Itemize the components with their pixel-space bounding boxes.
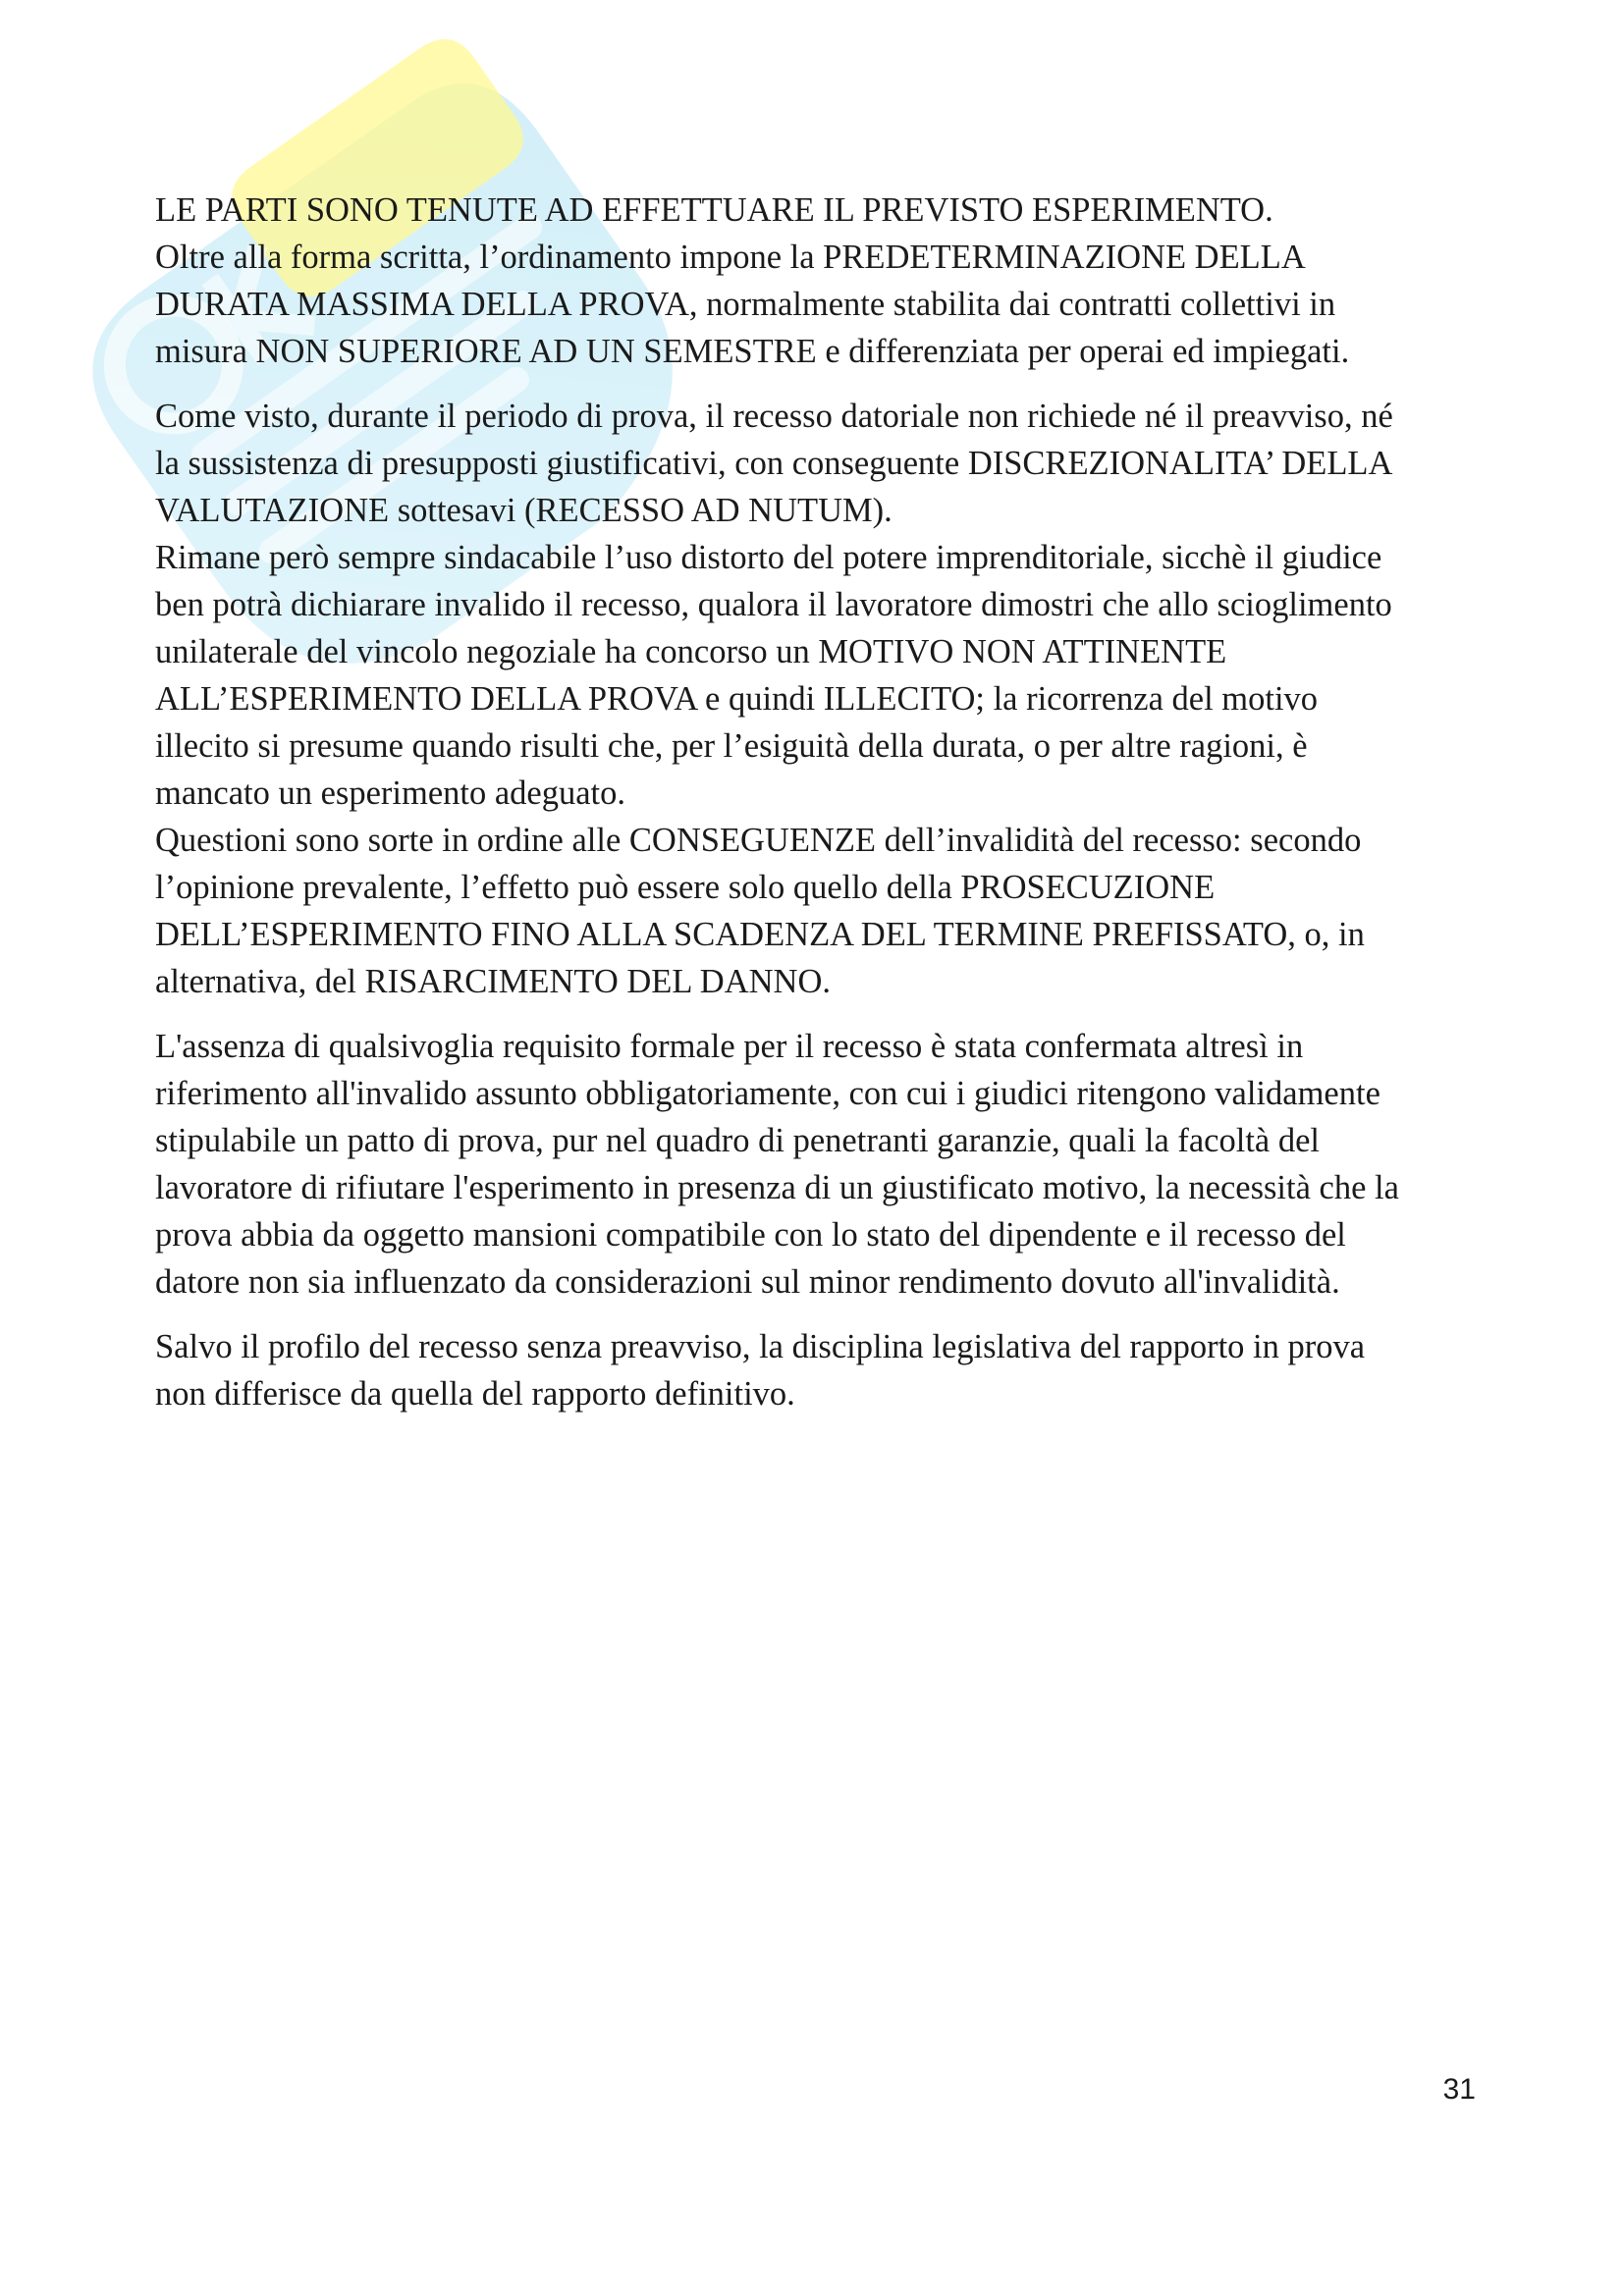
- paragraph-gap: [155, 1005, 1490, 1023]
- text-line: prova abbia da oggetto mansioni compatibile con lo stato del dipendente e il recesso del: [155, 1216, 1346, 1254]
- text-line: alternativa, del RISARCIMENTO DEL DANNO.: [155, 963, 831, 1000]
- text-line: Salvo il profilo del recesso senza preavviso, la disciplina legislativa del rapporto in prova: [155, 1328, 1366, 1365]
- paragraph-1: [155, 187, 1490, 375]
- text-line: Rimane però sempre sindacabile l’uso distorto del potere imprenditoriale, sicchè il giudice: [155, 539, 1382, 576]
- paragraph-2: [155, 393, 1490, 1005]
- text-line: stipulabile un patto di prova, pur nel quadro di penetranti garanzie, quali la facoltà del: [155, 1122, 1321, 1159]
- text-line: la sussistenza di presupposti giustificativi, con conseguente DISCREZIONALITA’ DELLA: [155, 445, 1393, 482]
- text-line: non differisce da quella del rapporto definitivo.: [155, 1375, 795, 1413]
- text-line: mancato un esperimento adeguato.: [155, 774, 625, 812]
- text-line: L'assenza di qualsivoglia requisito formale per il recesso è stata confermata altresì in: [155, 1028, 1304, 1065]
- text-line: Oltre alla forma scritta, l’ordinamento impone la PREDETERMINAZIONE DELLA: [155, 239, 1306, 276]
- page-number: 31: [1442, 2073, 1476, 2106]
- text-line: l’opinione prevalente, l’effetto può essere solo quello della PROSECUZIONE: [155, 869, 1216, 906]
- text-line: DELL’ESPERIMENTO FINO ALLA SCADENZA DEL TERMINE PREFISSATO, o, in: [155, 916, 1365, 953]
- paragraph-gap: [155, 375, 1490, 393]
- paragraph-4: [155, 1323, 1490, 1417]
- text-line: ben potrà dichiarare invalido il recesso, qualora il lavoratore dimostri che allo scioglimento: [155, 586, 1392, 623]
- text-line: Come visto, durante il periodo di prova, il recesso datoriale non richiede né il preavviso, né: [155, 398, 1393, 435]
- text-line: datore non sia influenzato da considerazioni sul minor rendimento dovuto all'invalidità.: [155, 1263, 1340, 1301]
- text-line: illecito si presume quando risulti che, per l’esiguità della durata, o per altre ragioni, è: [155, 727, 1308, 765]
- document-body: [155, 187, 1490, 1417]
- text-line: lavoratore di rifiutare l'esperimento in presenza di un giustificato motivo, la necessità che la: [155, 1169, 1399, 1206]
- paragraph-3: [155, 1023, 1490, 1306]
- text-line: Questioni sono sorte in ordine alle CONSEGUENZE dell’invalidità del recesso: secondo: [155, 822, 1362, 859]
- text-line: DURATA MASSIMA DELLA PROVA, normalmente stabilita dai contratti collettivi in: [155, 286, 1336, 323]
- text-line: unilaterale del vincolo negoziale ha concorso un MOTIVO NON ATTINENTE: [155, 633, 1227, 670]
- text-line: misura NON SUPERIORE AD UN SEMESTRE e differenziata per operai ed impiegati.: [155, 333, 1350, 370]
- text-line: riferimento all'invalido assunto obbligatoriamente, con cui i giudici ritengono validamente: [155, 1075, 1380, 1112]
- text-line: ALL’ESPERIMENTO DELLA PROVA e quindi ILLECITO; la ricorrenza del motivo: [155, 680, 1319, 718]
- text-line: VALUTAZIONE sottesavi (RECESSO AD NUTUM).: [155, 492, 893, 529]
- paragraph-gap: [155, 1306, 1490, 1323]
- text-line: LE PARTI SONO TENUTE AD EFFETTUARE IL PREVISTO ESPERIMENTO.: [155, 191, 1273, 229]
